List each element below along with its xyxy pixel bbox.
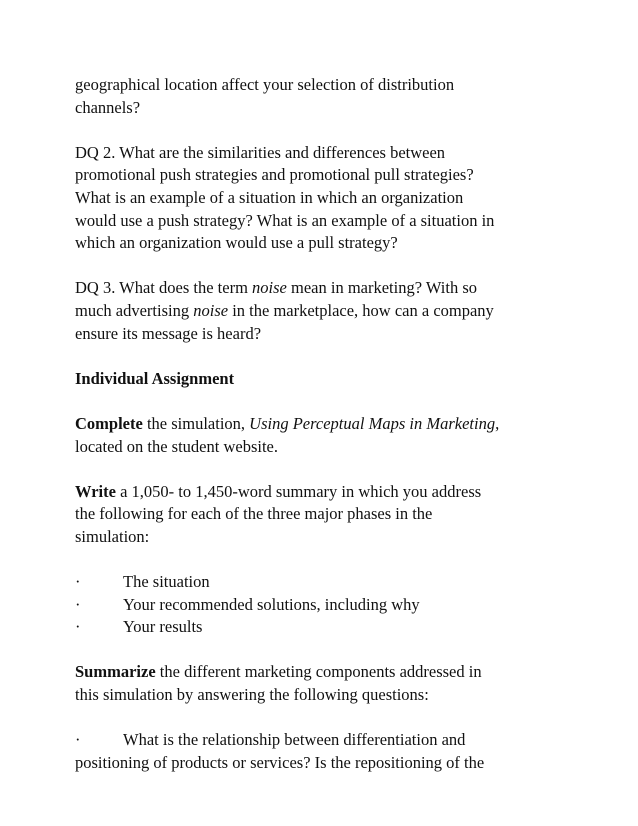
text-line: geographical location affect your selection of distribution [75, 75, 455, 94]
italic-term: noise [252, 278, 287, 298]
text-run: a 1,050- to 1,450-word summary in which you address [115, 481, 482, 501]
text-line [75, 300, 575, 323]
bullet-marker: · [75, 594, 81, 614]
text-run: , [495, 413, 500, 433]
list-item-text: The situation [123, 572, 210, 592]
bold-verb: Complete [75, 413, 143, 433]
bold-verb: Summarize [75, 662, 156, 682]
text-line: this simulation by answering the following questions: [75, 685, 429, 705]
text-run: mean in marketing? With so [286, 278, 477, 298]
text-line: ensure its message is heard? [75, 323, 262, 343]
text-line [75, 481, 575, 504]
text-line: which an organization would use a pull strategy? [75, 233, 398, 253]
bullet-list [75, 571, 575, 639]
section-heading: Individual Assignment [75, 368, 235, 388]
text-run: the different marketing components addressed in [155, 662, 482, 682]
list-item-text: Your results [123, 617, 203, 637]
paragraph-dq2 [75, 142, 575, 255]
paragraph-summarize [75, 661, 575, 706]
paragraph-question [75, 729, 575, 774]
text-line: simulation: [75, 526, 150, 546]
text-line: the following for each of the three major phases in the [75, 504, 433, 524]
list-item [75, 571, 575, 594]
italic-term: noise [193, 300, 229, 320]
list-item-text: What is the relationship between differentiation and [123, 730, 466, 750]
bullet-marker: · [75, 572, 81, 592]
paragraph-dq1-continuation [75, 74, 575, 119]
paragraph-write [75, 481, 575, 549]
paragraph-complete [75, 413, 575, 458]
list-item-text: Your recommended solutions, including why [123, 594, 420, 614]
text-line [75, 277, 575, 300]
text-run: in the marketplace, how can a company [228, 300, 494, 320]
text-run: the simulation, [142, 413, 250, 433]
text-run: DQ 3. What does the term [75, 278, 253, 298]
text-line: would use a push strategy? What is an example of a situation in [75, 210, 495, 230]
bullet-marker: · [75, 617, 81, 637]
text-line: located on the student website. [75, 436, 278, 456]
text-run: much advertising [75, 300, 194, 320]
text-line: promotional push strategies and promotional pull strategies? [75, 165, 474, 185]
italic-title: Using Perceptual Maps in Marketing [249, 413, 496, 433]
list-item [75, 594, 575, 617]
paragraph-dq3 [75, 277, 575, 345]
text-line: channels? [75, 97, 141, 117]
text-line: DQ 2. What are the similarities and differences between [75, 142, 446, 162]
text-line [75, 413, 575, 436]
bullet-marker: · [75, 730, 81, 750]
text-line: positioning of products or services? Is the repositioning of the [75, 752, 485, 772]
bold-verb: Write [75, 481, 116, 501]
document-page [75, 74, 575, 797]
list-item [75, 616, 575, 639]
text-line: What is an example of a situation in which an organization [75, 187, 464, 207]
text-line [75, 661, 575, 684]
list-item [75, 729, 575, 752]
